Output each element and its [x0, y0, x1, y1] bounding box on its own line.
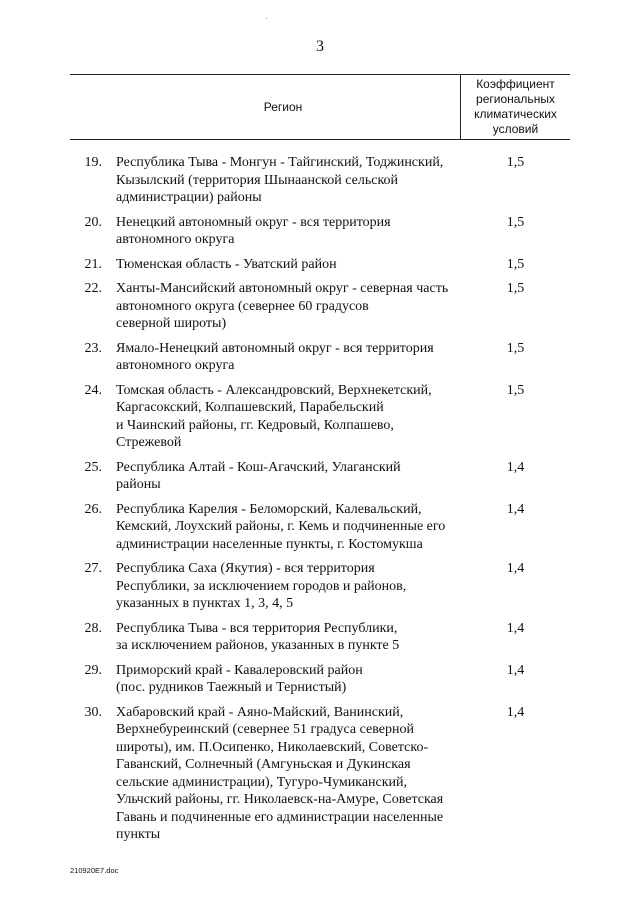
row-region: Республика Тыва - Монгун - Тайгинский, Тоджинский, Кызылский (территория Шынаанской сельской администрации) районы — [116, 155, 444, 205]
table-row — [70, 704, 570, 844]
table-body — [70, 140, 570, 844]
row-coefficient: 1,4 — [506, 662, 525, 678]
header-region: Регион — [70, 75, 461, 139]
row-coefficient: 1,4 — [506, 501, 525, 517]
table-row — [70, 154, 570, 207]
row-region: Ямало-Ненецкий автономный округ - вся территория автономного округа — [116, 340, 434, 373]
row-number: 26. — [84, 501, 102, 517]
table-row — [70, 382, 570, 452]
row-coefficient: 1,5 — [506, 155, 525, 170]
row-coefficient: 1,4 — [506, 704, 525, 720]
row-coefficient: 1,5 — [506, 382, 525, 398]
row-number: 30. — [84, 704, 102, 720]
scan-speck — [266, 18, 267, 19]
row-coefficient: 1,5 — [506, 214, 525, 230]
row-region: Республика Карелия - Беломорский, Калевальский, Кемский, Лоухский районы, г. Кемь и подчиненные его администрации населенные пункты, г. Костомукша — [116, 501, 446, 552]
page-number: 3 — [316, 38, 324, 55]
row-number: 21. — [84, 256, 102, 272]
row-number: 22. — [84, 281, 102, 296]
row-region: Приморский край - Кавалеровский район (пос. рудников Таежный и Тернистый) — [116, 662, 363, 695]
row-region: Тюменская область - Уватский район — [116, 256, 337, 272]
row-number: 19. — [84, 155, 102, 170]
row-coefficient: 1,5 — [506, 256, 525, 272]
row-region: Республика Алтай - Кош-Агачский, Улаганский районы — [116, 459, 401, 492]
row-region: Хабаровский край - Аяно-Майский, Ванинский, Верхнебуреинский (севернее 51 градуса северной широты), им. П.Осипенко, Николаевский, Советско- Гаванский, Солнечный (Амгуньская и Дукинская сельские администрации), Тугуро-Чумиканский, Ульчский районы, гг. Николаевск-на-Амуре, Советская Гавань и подчиненные его администрации населенные пункты — [116, 704, 444, 842]
row-coefficient: 1,4 — [506, 459, 525, 475]
row-coefficient: 1,4 — [506, 620, 525, 636]
row-region: Республика Саха (Якутия) - вся территория Республики, за исключением городов и районов, указанных в пунктах 1, 3, 4, 5 — [116, 561, 407, 611]
table-row — [70, 620, 570, 655]
row-region: Ханты-Мансийский автономный округ - северная часть автономного округа (севернее 60 градусов северной широты) — [116, 281, 449, 331]
row-coefficient: 1,5 — [506, 281, 525, 296]
row-number: 27. — [84, 561, 102, 576]
row-coefficient: 1,4 — [506, 561, 525, 576]
table-row — [70, 214, 570, 249]
regions-table — [70, 74, 570, 851]
table-row — [70, 560, 570, 613]
header-coefficient: Коэффициент региональных климатических условий — [474, 77, 557, 136]
row-coefficient: 1,5 — [506, 340, 525, 356]
row-number: 29. — [84, 662, 102, 678]
table-row — [70, 280, 570, 333]
table-row — [70, 501, 570, 554]
table-row — [70, 340, 570, 375]
document-code: 210920E7.doc — [70, 866, 119, 875]
table-row — [70, 662, 570, 697]
table-row — [70, 459, 570, 494]
row-number: 28. — [84, 620, 102, 636]
row-region: Ненецкий автономный округ - вся территория автономного округа — [116, 214, 391, 247]
table-header — [70, 74, 570, 140]
row-region: Республика Тыва - вся территория Республики, за исключением районов, указанных в пункте 5 — [116, 620, 400, 653]
row-number: 25. — [84, 459, 102, 475]
table-row — [70, 256, 570, 274]
row-region: Томская область - Александровский, Верхнекетский, Каргасокский, Колпашевский, Парабельский и Чаинский районы, гг. Кедровый, Колпашево, Стрежевой — [116, 382, 432, 450]
row-number: 23. — [84, 340, 102, 356]
row-number: 20. — [84, 214, 102, 230]
row-number: 24. — [84, 382, 102, 398]
